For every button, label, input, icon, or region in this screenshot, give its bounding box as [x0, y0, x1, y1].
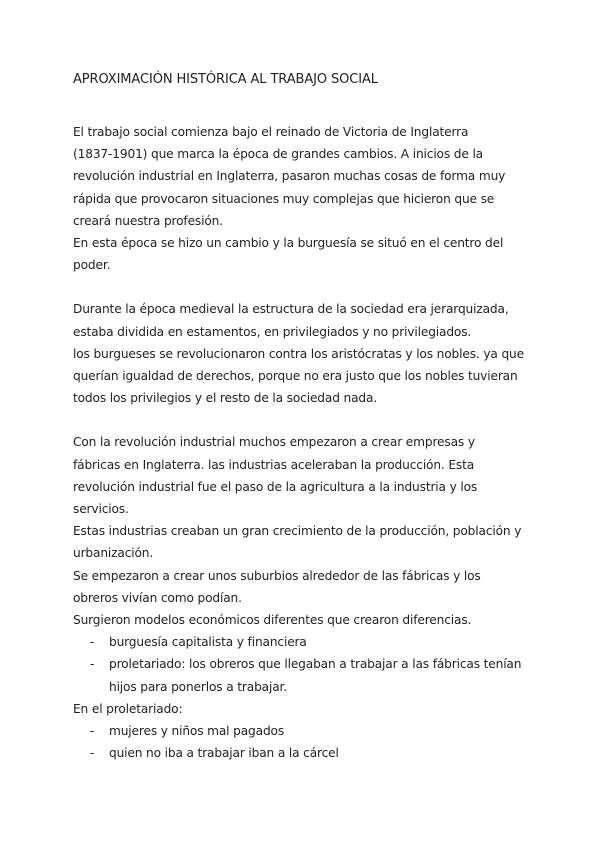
text-line: creará nuestra profesión.: [73, 213, 223, 228]
paragraph-medieval-era: [73, 298, 540, 409]
list-dash: -: [90, 657, 95, 672]
paragraph-victorian-era: [73, 121, 540, 276]
list-dash: -: [90, 724, 95, 739]
list-item-text: burguesía capitalista y financiera: [109, 635, 307, 650]
text-line: revolución industrial fue el paso de la agricultura a la industria y los: [73, 479, 478, 494]
proletariado-label: En el proletariado:: [73, 701, 183, 716]
text-line: querían igualdad de derechos, porque no era justo que los nobles tuvieran: [73, 369, 518, 384]
list-item-text: proletariado: los obreros que llegaban a trabajar a las fábricas tenían: [109, 657, 522, 672]
text-line: Se empezaron a crear unos suburbios alrededor de las fábricas y los: [73, 568, 481, 583]
text-line: (1837-1901) que marca la época de grandes cambios. A inicios de la: [73, 147, 483, 162]
text-line: En esta época se hizo un cambio y la burguesía se situó en el centro del: [73, 236, 504, 251]
list-item: [73, 653, 540, 697]
paragraph-gap: [73, 276, 540, 298]
text-line: urbanización.: [73, 546, 154, 561]
text-line: rápida que provocaron situaciones muy complejas que hicieron que se: [73, 191, 495, 206]
text-line: revolución industrial en Inglaterra, pasaron muchas cosas de forma muy: [73, 169, 506, 184]
economic-models-list: [73, 631, 540, 698]
proletariado-list: [73, 720, 540, 764]
paragraph-industrial-revolution: [73, 431, 540, 631]
document-title: APROXIMACIÓN HISTÓRICA AL TRABAJO SOCIAL: [73, 72, 378, 87]
text-line: estaba dividida en estamentos, en privilegiados y no privilegiados.: [73, 324, 472, 339]
text-line: El trabajo social comienza bajo el reinado de Victoria de Inglaterra: [73, 125, 469, 139]
list-item-text: quien no iba a trabajar iban a la cárcel: [109, 746, 339, 761]
text-line: Con la revolución industrial muchos empezaron a crear empresas y: [73, 435, 475, 450]
text-line: fábricas en Inglaterra. las industrias aceleraban la producción. Esta: [73, 457, 475, 472]
paragraph-gap: [73, 409, 540, 431]
text-line: poder.: [73, 258, 111, 273]
text-line: Estas industrias creaban un gran crecimiento de la producción, población y: [73, 524, 522, 539]
list-item: [73, 631, 540, 653]
list-dash: -: [90, 746, 95, 761]
text-line: Surgieron modelos económicos diferentes que crearon diferencias.: [73, 613, 472, 628]
text-line: los burgueses se revolucionaron contra los aristócratas y los nobles. ya que: [73, 346, 524, 361]
text-line: todos los privilegios y el resto de la sociedad nada.: [73, 391, 378, 406]
list-dash: -: [90, 635, 95, 650]
text-line: servicios.: [73, 502, 129, 517]
list-item-text: hijos para ponerlos a trabajar.: [109, 679, 288, 694]
list-item: [73, 720, 540, 742]
list-item-text: mujeres y niños mal pagados: [109, 724, 285, 739]
text-line: Durante la época medieval la estructura de la sociedad era jerarquizada,: [73, 302, 509, 317]
list-item: [73, 742, 540, 764]
text-line: obreros vivían como podían.: [73, 590, 242, 605]
